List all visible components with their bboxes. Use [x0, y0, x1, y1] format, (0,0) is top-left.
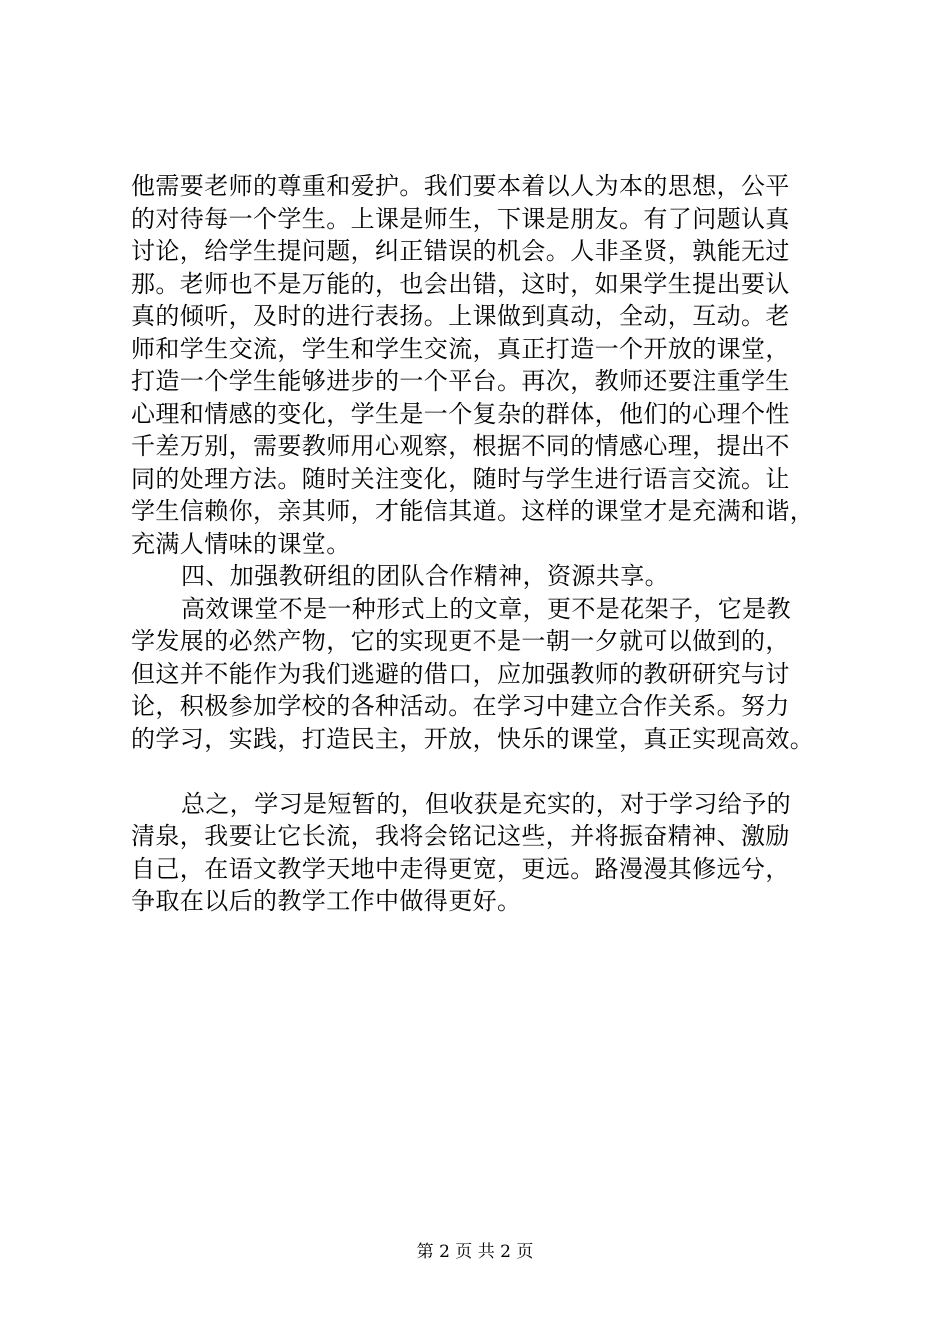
- text-line: 同的处理方法。随时关注变化，随时与学生进行语言交流。让: [131, 464, 790, 493]
- text-line: 争取在以后的教学工作中做得更好。: [131, 887, 522, 915]
- text-line: 的学习，实践，打造民主，开放，快乐的课堂，真正实现高效。: [131, 724, 815, 753]
- text-line: 师和学生交流，学生和学生交流，真正打造一个开放的课堂，: [131, 334, 790, 363]
- section-heading-text: 四、加强教研组的团队合作精神，资源共享。: [181, 562, 669, 590]
- text-line: 论，积极参加学校的各种活动。在学习中建立合作关系。努力: [131, 692, 790, 720]
- paragraph-efficient-classroom: [131, 593, 831, 756]
- text-line: 打造一个学生能够进步的一个平台。再次，教师还要注重学生: [131, 367, 790, 395]
- text-line: 学发展的必然产物，它的实现更不是一朝一夕就可以做到的，: [131, 627, 790, 655]
- text-line: 自己，在语文教学天地中走得更宽，更远。路漫漫其修远兮，: [131, 854, 790, 883]
- page-footer: [0, 1240, 950, 1264]
- text-line: 充满人情味的课堂。: [131, 529, 351, 558]
- section-heading: [131, 560, 831, 593]
- paragraph-teacher-student-relationship: [131, 170, 831, 560]
- text-line: 的对待每一个学生。上课是师生，下课是朋友。有了问题认真: [131, 204, 790, 233]
- paragraph-spacer: [131, 755, 831, 788]
- document-body: [131, 170, 831, 918]
- text-line: 清泉，我要让它长流，我将会铭记这些，并将振奋精神、激励: [131, 822, 790, 850]
- text-line: 总之，学习是短暂的，但收获是充实的，对于学习给予的: [181, 789, 791, 818]
- text-line: 但这并不能作为我们逃避的借口，应加强教师的教研研究与讨: [131, 659, 790, 688]
- text-line: 他需要老师的尊重和爱护。我们要本着以人为本的思想，公平: [131, 172, 790, 200]
- text-line: 心理和情感的变化，学生是一个复杂的群体，他们的心理个性: [131, 399, 790, 428]
- text-line: 学生信赖你，亲其师，才能信其道。这样的课堂才是充满和谐，: [131, 497, 815, 525]
- text-line: 讨论，给学生提问题，纠正错误的机会。人非圣贤，孰能无过: [131, 237, 790, 265]
- text-line: 高效课堂不是一种形式上的文章，更不是花架子，它是教: [181, 594, 791, 623]
- text-line: 真的倾听，及时的进行表扬。上课做到真动，全动，互动。老: [131, 302, 790, 330]
- text-line: 千差万别，需要教师用心观察，根据不同的情感心理，提出不: [131, 432, 790, 460]
- text-line: 那。老师也不是万能的，也会出错，这时，如果学生提出要认: [131, 269, 790, 298]
- page-number-label: 第 2 页 共 2 页: [416, 1242, 534, 1262]
- paragraph-conclusion: [131, 788, 831, 918]
